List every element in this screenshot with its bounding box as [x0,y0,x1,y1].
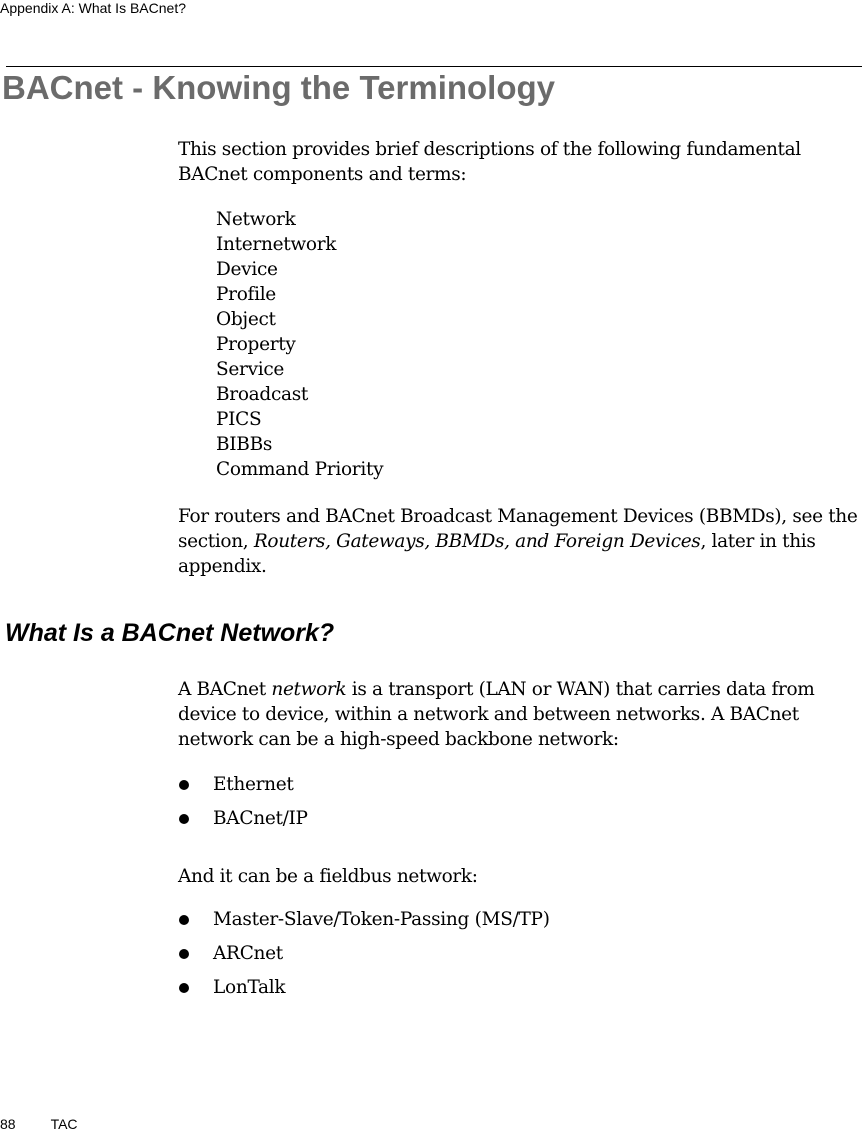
fieldbus-intro: And it can be a fieldbus network: [178,866,478,887]
term-list [216,207,383,482]
list-item [178,807,308,841]
header-rule [6,66,862,67]
footer-brand: TAC [50,1116,78,1132]
list-item-label: LonTalk [213,977,286,998]
term-item: Property [216,334,296,355]
routers-text-after: , later in this appendix. [178,531,816,577]
term-item: PICS [216,409,262,430]
bullet-icon [179,814,189,824]
list-item [178,942,550,976]
term-item: Network [216,209,296,230]
bullet-icon [179,780,189,790]
page-footer [0,1116,78,1132]
bullet-icon [179,915,189,925]
backbone-network-list [178,773,308,841]
routers-paragraph [178,504,860,579]
intro-paragraph: This section provides brief descriptions of the following fundamental BACnet components and terms: [178,139,801,185]
term-item: Internetwork [216,234,337,255]
page-title: BACnet - Knowing the Terminology [2,69,556,106]
term-item: Broadcast [216,384,309,405]
term-item: Object [216,309,276,330]
list-item [178,773,308,807]
bullet-icon [179,983,189,993]
list-item-label: Ethernet [213,774,294,795]
network-text-before: A BACnet [178,679,272,700]
network-term: network [271,679,347,700]
term-item: Device [216,259,278,280]
running-head: Appendix A: What Is BACnet? [0,0,186,16]
list-item [178,976,550,1010]
section-heading: What Is a BACnet Network? [5,619,335,647]
list-item [178,908,550,942]
term-item: Service [216,359,285,380]
bullet-icon [179,949,189,959]
network-paragraph [178,677,860,752]
term-item: Profile [216,284,276,305]
page-number: 88 [0,1116,16,1132]
list-item-label: ARCnet [213,943,283,964]
list-item-label: Master-Slave/Token-Passing (MS/TP) [213,909,550,930]
network-text-after: is a transport (LAN or WAN) that carries data from device to device, within a network and between networks. A BACnet network can be a high-speed backbone network: [178,679,815,750]
term-item: BIBBs [216,434,273,455]
term-item: Command Priority [216,459,384,480]
fieldbus-network-list [178,908,550,1010]
routers-section-reference: Routers, Gateways, BBMDs, and Foreign Devices [253,531,701,552]
list-item-label: BACnet/IP [213,808,308,829]
routers-text-before: For routers and BACnet Broadcast Management Devices (BBMDs), see the section, [178,506,858,552]
